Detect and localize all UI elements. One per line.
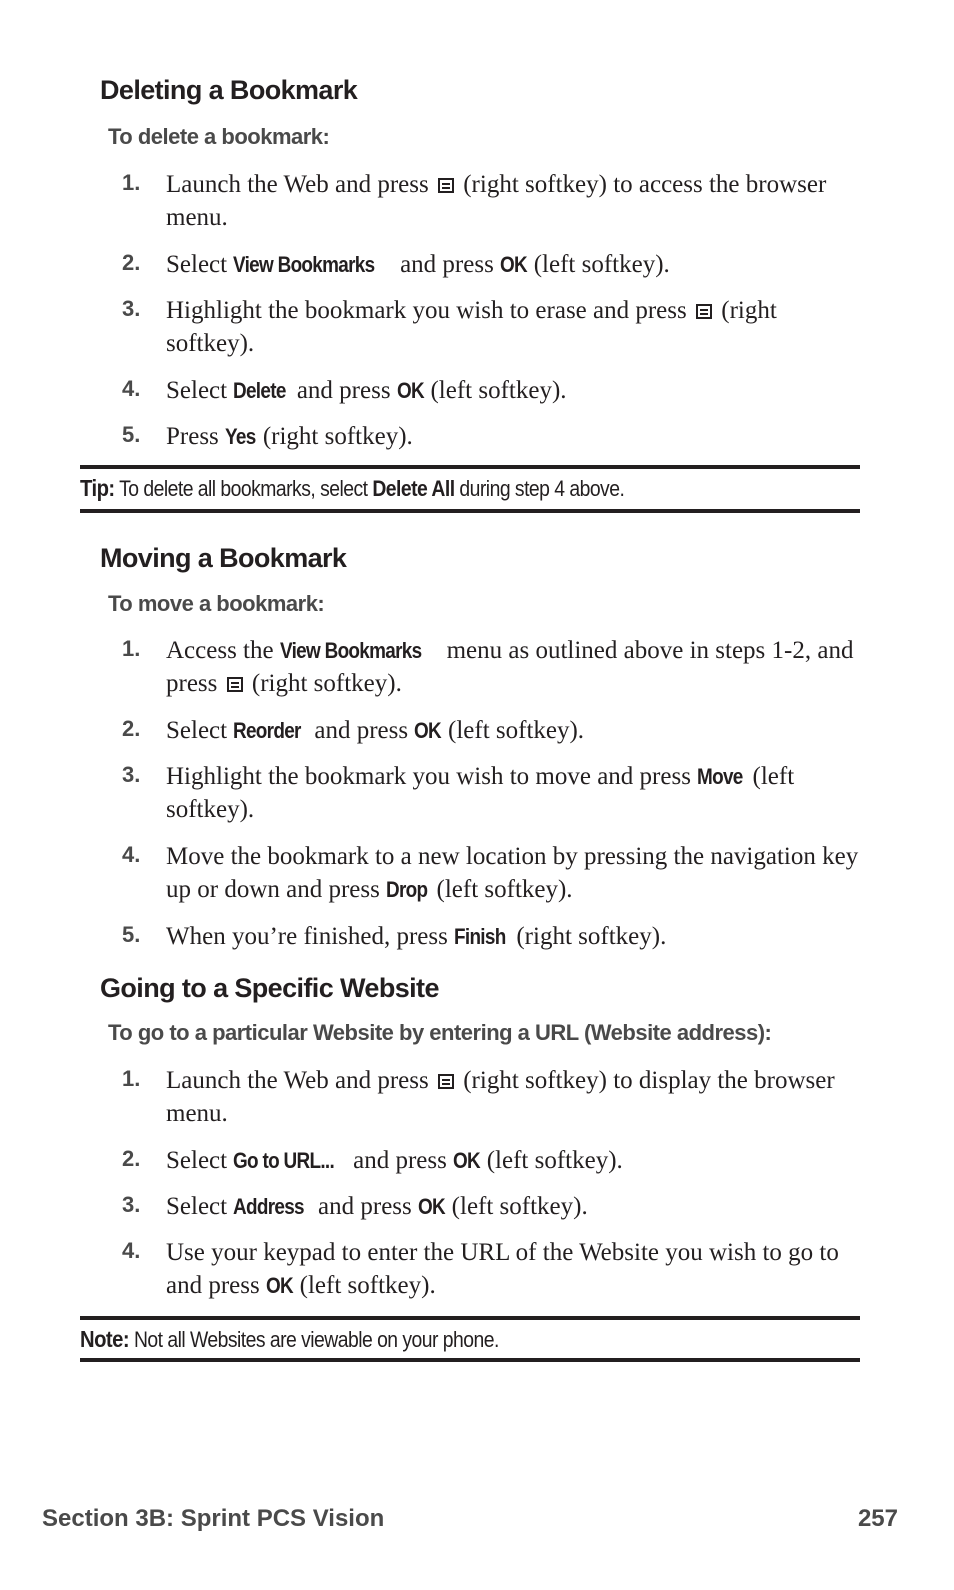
step-number: 2. [122,716,141,741]
step-text-run: and press [308,717,415,744]
step-text-run: (left softkey). [166,763,795,823]
intro-going-to-website: To go to a particular Website by entering a URL (Website address): [108,1020,772,1045]
step-text-run: and press [393,251,501,278]
step-keyword: Reorder [233,718,302,743]
step-keyword: Address [233,1194,305,1219]
step-text [166,840,866,906]
step-keyword: View Bookmarks [279,638,422,663]
step-number: 3. [122,296,141,321]
intro-moving-bookmark: To move a bookmark: [108,591,325,616]
intro-deleting-bookmark: To delete a bookmark: [108,124,330,149]
step-number: 2. [122,250,141,275]
step-text-run: Select [166,251,234,278]
step-text-run: (right softkey) to display the browser menu. [166,1067,835,1127]
tip-callout [80,465,860,513]
step-text-run: Select [166,1147,234,1174]
step-keyword: Yes [225,424,256,449]
footer-section-title: Section 3B: Sprint PCS Vision [42,1505,385,1532]
step-number: 5. [122,422,141,447]
step-number: 1. [122,170,141,195]
step-keyword: OK [414,718,442,743]
step-text-run: Press [166,423,226,450]
step-text-run: and press [311,1193,419,1220]
step-text-run: (left softkey). [430,876,573,903]
note-callout [80,1316,860,1362]
step-text-run: and press [346,1147,454,1174]
step-keyword: OK [453,1148,481,1173]
step-text [166,420,866,453]
footer-page-number: 257 [857,1505,898,1532]
tip-text-before: To delete all bookmarks, select [114,476,373,501]
step-text [166,1064,866,1130]
step-text-run: Launch the Web and press [166,171,435,198]
heading-moving-bookmark: Moving a Bookmark [100,543,347,573]
step-number: 2. [122,1146,141,1171]
step-text-run: (right softkey) to access the browser menu. [166,171,827,231]
note-body: Not all Websites are viewable on your phone. [129,1327,499,1352]
step-text-run: menu as outlined above in steps 1-2, and press [166,637,854,697]
softkey-menu-icon [227,677,243,692]
note-label: Note: [80,1326,130,1352]
step-text [166,1236,866,1302]
step-number: 4. [122,376,141,401]
note-text [80,1326,499,1353]
step-text-run: (right softkey). [166,297,777,357]
step-number: 1. [122,636,141,661]
step-text-run: Launch the Web and press [166,1067,435,1094]
step-text-run: (left softkey). [424,377,567,404]
tip-keyword: Delete All [372,476,455,501]
step-text [166,920,866,953]
step-text [166,294,866,360]
step-text-run: (right softkey). [510,923,667,950]
step-number: 4. [122,842,141,867]
step-keyword: View Bookmarks [233,252,375,277]
step-text-run: Select [166,1193,234,1220]
step-text [166,1190,866,1223]
step-keyword: OK [396,378,424,403]
step-text-run: (left softkey). [441,717,585,744]
tip-text [80,475,624,502]
step-keyword: OK [265,1273,293,1298]
step-text-run: (left softkey). [480,1147,623,1174]
tip-text-after: during step 4 above. [454,476,625,501]
step-text-run: (right softkey). [245,670,402,697]
step-text-run: Select [166,377,234,404]
step-text-run: (left softkey). [527,251,670,278]
step-text [166,714,866,747]
softkey-menu-icon [438,1074,454,1089]
step-text-run: and press [290,377,397,404]
step-number: 1. [122,1066,141,1091]
step-keyword: Drop [386,877,428,902]
step-keyword: OK [418,1194,446,1219]
step-text [166,634,866,700]
step-text [166,1144,866,1177]
softkey-menu-icon [438,178,454,193]
step-text-run: Move the bookmark to a new location by pressing the navigation key up or down and press [166,843,859,903]
step-number: 5. [122,922,141,947]
step-text [166,374,866,407]
step-number: 3. [122,1192,141,1217]
step-number: 3. [122,762,141,787]
step-keyword: Delete [233,378,287,403]
step-keyword: Move [697,764,743,789]
step-text-run: (left softkey). [445,1193,588,1220]
step-text [166,248,866,281]
step-text-run: Select [166,717,234,744]
step-keyword: OK [500,252,528,277]
step-text-run: When you’re finished, press [166,923,455,950]
step-text-run: Highlight the bookmark you wish to move and press [166,763,698,790]
step-text-run: Use your keypad to enter the URL of the Website you wish to go to and press [166,1239,839,1299]
step-text-run: Highlight the bookmark you wish to erase and press [166,297,693,324]
step-number: 4. [122,1238,141,1263]
step-text-run: Access the [166,637,280,664]
step-keyword: Finish [454,924,506,949]
step-text-run: (left softkey). [293,1272,436,1299]
tip-label: Tip: [80,475,115,501]
heading-going-to-website: Going to a Specific Website [100,973,439,1003]
step-text [166,760,866,826]
heading-deleting-bookmark: Deleting a Bookmark [100,75,358,105]
step-text-run: (right softkey). [256,423,413,450]
step-text [166,168,866,234]
softkey-menu-icon [696,304,712,319]
step-keyword: Go to URL... [233,1148,335,1173]
